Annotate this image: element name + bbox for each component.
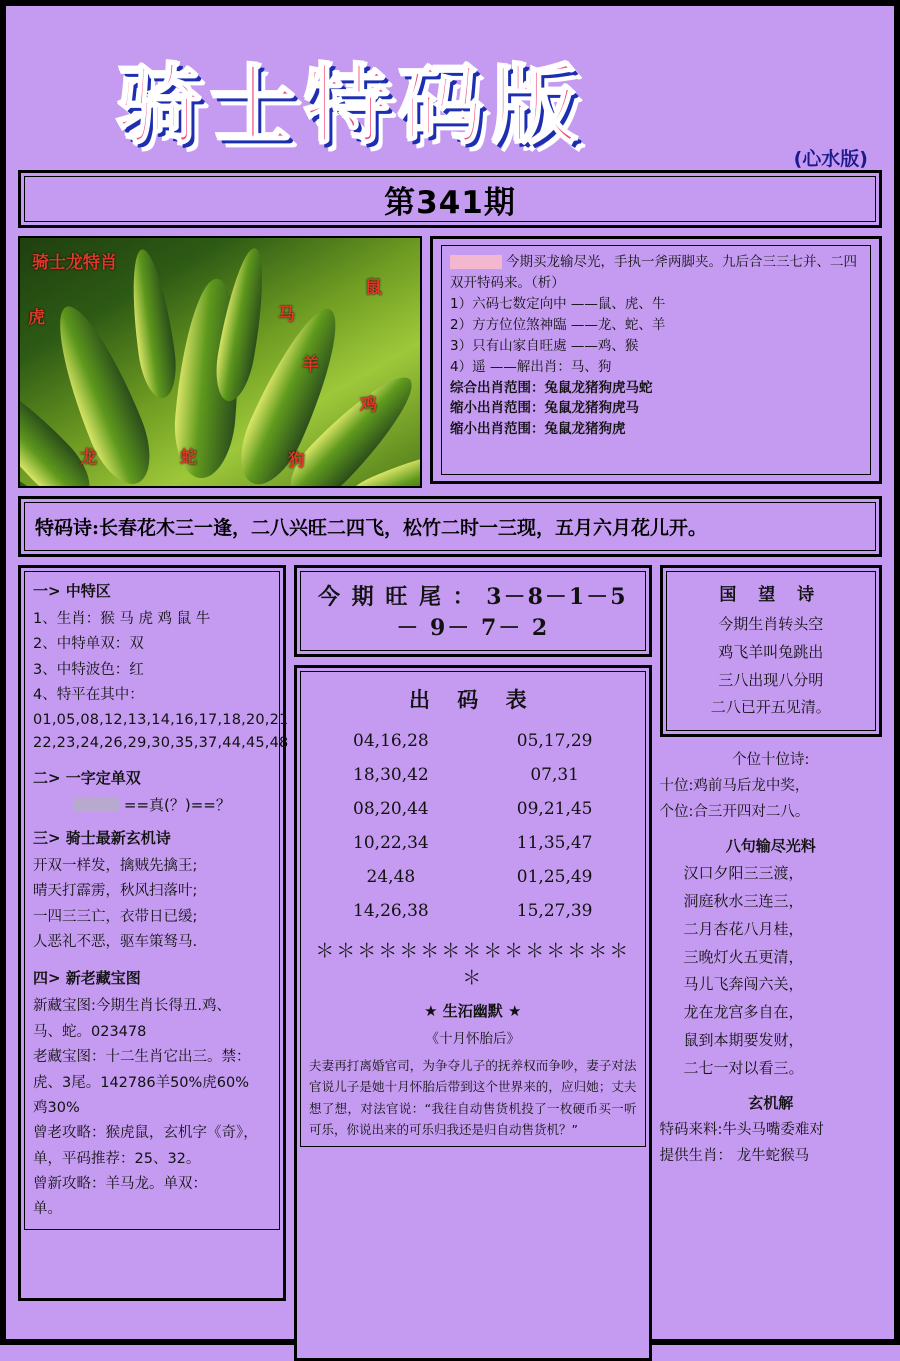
table-row [309,826,637,860]
redaction-block [450,255,502,269]
eight-lines-2: 二月杏花八月桂， [683,919,804,938]
table-row [309,724,637,758]
analysis-summary-1: 缩小出肖范围：兔鼠龙猪狗虎马 [450,400,639,417]
code-cell: 11,35,47 [516,833,593,853]
issue-bar-inner [24,176,876,222]
analysis-item-3: 4）遥 ——解出肖：马、狗 [450,358,612,375]
spacer-3 [33,955,271,965]
masthead [6,6,894,170]
analysis-item-1: 2）方方位位煞神臨 ——龙、蛇、羊 [450,316,666,333]
guowang-line-0: 今期生肖转头空 [718,615,824,633]
main-columns [18,565,882,1361]
code-cell: 04,16,28 [353,731,429,751]
code-cell: 05,17,29 [516,731,593,751]
code-cell: 15,27,39 [516,901,593,921]
units-tens-line-0: 十位:鸡前马后龙中奖， [659,778,810,795]
eight-lines-title: 八句输尽光料 [725,837,816,856]
section4-line-3: 虎、3尾。142786羊50%虎60% [33,1074,250,1091]
table-row [309,860,637,894]
photo-zodiac-4: 鸡 [360,395,377,415]
spacer-1 [33,755,271,765]
photo-zodiac-5: 龙 [80,448,97,468]
photo-zodiac-0: 鼠 [365,278,382,298]
section1-numbers-1: 22,23,24,26,29,30,35,37,44,45,48 [33,734,289,751]
code-table-panel [294,665,652,1361]
guowang-line-1: 鸡飞羊叫兔跳出 [718,642,824,661]
units-tens-title: 个位十位诗: [732,752,810,768]
issue-bar [18,170,882,228]
photo-caption: 骑士龙特肖 [32,253,117,273]
right-column [660,565,882,1169]
xuanji-title: 玄机解 [748,1094,794,1113]
section4-line-7: 曾新攻略：羊马龙。单双： [33,1176,207,1192]
analysis-lead-row [450,252,862,294]
redaction-block-2 [73,798,119,812]
photo-zodiac-6: 蛇 [180,448,197,468]
section2-line: ==真(？)==？ [123,795,231,814]
section4-line-0: 新藏宝图:今期生肖长得丑.鸡、 [33,998,231,1015]
code-cell: 07,31 [530,765,579,785]
table-row [309,792,637,826]
section3-title: 三> 骑士最新玄机诗 [33,828,171,847]
units-tens-line-1: 个位:合三开四对二八。 [659,804,810,821]
guowang-poem-inner [666,571,876,731]
section1-line-3: 4、特平在其中： [33,687,144,704]
section1-numbers-0: 01,05,08,12,13,14,16,17,18,20,21 [33,711,289,728]
code-cell: 18,30,42 [353,765,429,785]
photo-zodiac-1: 虎 [28,308,45,328]
analysis-item-2: 3）只有山家自旺處 ——鸡、猴 [450,337,639,354]
section2-title: 二> 一字定单双 [33,768,141,787]
special-code-poem: 特码诗:长春花木三一逢，二八兴旺二四飞，松竹二时一三现，五月六月花儿开。 [35,517,708,539]
guowang-line-2: 三八出现八分明 [718,670,824,689]
plant-photo [18,236,422,488]
table-row [309,758,637,792]
code-cell: 01,25,49 [516,867,593,887]
analysis-item-0: 1）六码七数定向中 ——鼠、虎、牛 [450,295,666,312]
issue-number: 第341期 [384,184,516,221]
lucky-tails-bar [294,565,652,657]
xuanji-line-1: 提供生肖： 龙牛蛇猴马 [659,1148,810,1165]
photo-zodiac-3: 羊 [302,355,319,375]
special-code-poem-bar [18,496,882,557]
section4-line-4: 鸡30% [33,1099,80,1116]
analysis-panel [430,236,882,484]
xuanji-line-0: 特码来料:牛头马嘴委难对 [659,1122,824,1139]
analysis-lead: 今期买龙输尽光，手执一斧两脚夹。九后合三三七并、二四双开特码来。（析） [450,254,857,291]
analysis-summary-2: 缩小出肖范围：兔鼠龙猪狗虎 [450,421,626,438]
table-row [309,894,637,928]
right-plain-section [660,747,882,1169]
left-column [18,565,289,1301]
photo-zodiac-7: 狗 [288,451,305,471]
left-panel-inner [24,571,289,1230]
code-table-title: 出 码 表 [408,687,537,712]
eight-lines-0: 汉口夕阳三三渡， [683,864,804,883]
code-cell: 14,26,38 [353,901,429,921]
site-logo: 骑士特码版 [116,56,586,156]
top-section [18,236,882,488]
section4-line-2: 老藏宝图：十二生肖它出三。禁： [33,1049,251,1066]
spacer-2 [33,815,271,825]
left-panel [18,565,289,1301]
section4-title: 四> 新老藏宝图 [33,969,141,988]
humor-body: 夫妻再打离婚官司，为争夺儿子的抚养权而争吵，妻子对法官说儿子是她十月怀胎后带到这个世界来的，应归她；丈夫想了想，对法官说：“我往自动售货机投了一枚硬币买一听可乐，你说出来的可乐归我还是归自动售货机？” [309,1058,637,1137]
eight-lines-3: 三晚灯火五更清， [683,947,804,966]
section3-line-0: 开双一样发，擒贼先擒王; [33,857,198,874]
section1-line-1: 2、中特单双：双 [33,636,144,653]
section2-line-row [33,794,271,815]
code-cell: 24,48 [366,867,416,887]
photo-zodiac-2: 马 [278,305,295,325]
section4-line-1: 马、蛇。023478 [33,1023,147,1040]
eight-lines-4: 马儿飞奔闯六关， [683,975,804,994]
eight-lines-5: 龙在龙宫多自在， [683,1003,804,1022]
humor-subtitle: 《十月怀胎后》 [425,1031,521,1047]
section4-line-5: 曾老攻略：猴虎鼠，玄机字《奇》， [33,1125,258,1142]
code-cell: 08,20,44 [353,799,429,819]
guowang-poem-panel [660,565,882,737]
code-cell: 09,21,45 [516,799,593,819]
section3-line-1: 晴天打霹雳，秋风扫落叶; [33,883,198,900]
section3-line-3: 人恶礼不恶，驱车策驽马. [33,934,198,950]
guowang-line-3: 二八已开五见清。 [710,698,831,717]
section3-line-2: 一四三三亡，衣带日已缓; [33,908,198,925]
code-table [309,724,637,928]
logo-subtitle: (心水版) [793,148,868,170]
star-divider: ＊＊＊＊＊＊＊＊＊＊＊＊＊＊＊＊ [315,940,631,989]
section4-line-8: 单。 [33,1201,62,1218]
humor-title: ★ 生沰幽默 ★ [424,1002,522,1020]
analysis-inner [441,245,871,475]
eight-lines-1: 洞庭秋水三连三， [683,892,804,911]
lucky-tails-text: 今 期 旺 尾 ： 3－8－1－5－ 9－ 7－ 2 [318,584,628,641]
lucky-tails-inner [300,571,646,651]
analysis-summary-0: 综合出肖范围：兔鼠龙猪狗虎马蛇 [450,379,653,396]
section4-line-6: 单，平码推荐：25、32。 [33,1150,201,1167]
section1-line-2: 3、中特波色：红 [33,661,144,678]
section1-title: 一> 中特区 [33,582,111,600]
section1-line-0: 1、生肖：猴 马 虎 鸡 鼠 牛 [33,611,211,627]
guowang-poem-title: 国 望 诗 [719,585,823,605]
special-code-poem-inner [24,502,876,551]
code-table-inner [300,671,646,1147]
eight-lines-7: 二七一对以看三。 [683,1058,804,1077]
eight-lines-6: 鼠到本期要发财， [683,1030,804,1049]
mid-column [294,565,652,1361]
code-cell: 10,22,34 [353,833,429,853]
